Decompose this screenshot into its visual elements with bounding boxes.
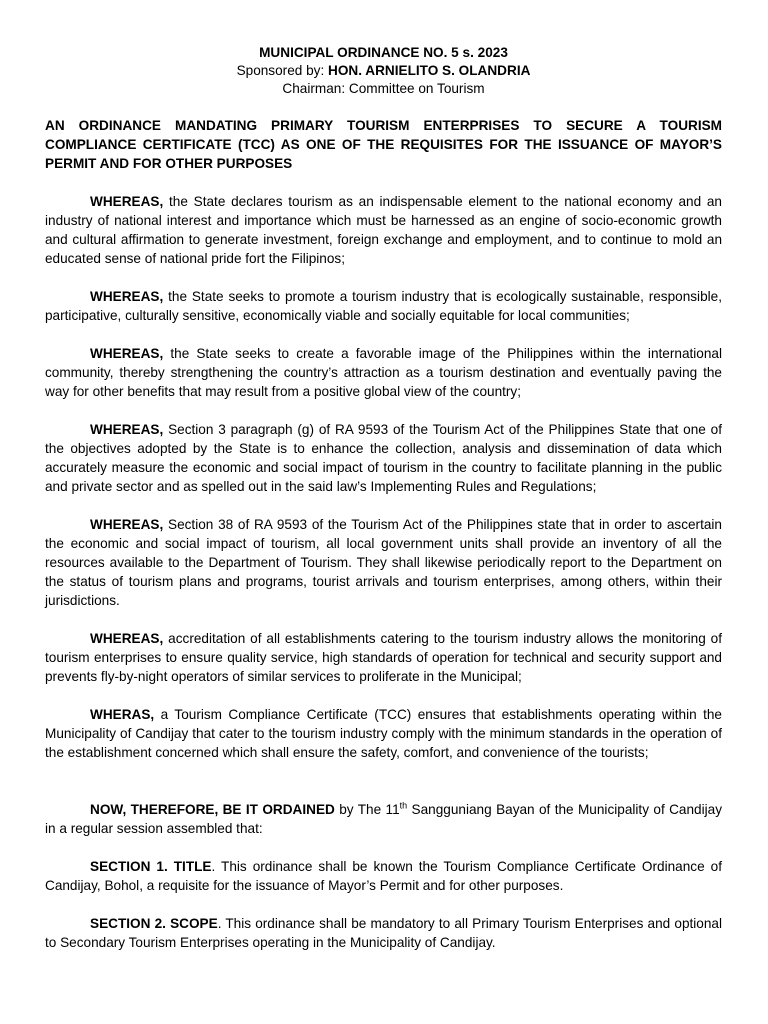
- whereas-text: the State seeks to promote a tourism industry that is ecologically sustainable, responsible, participative, culturally sensitive, economically viable and socially equitable for local communities;: [45, 289, 722, 323]
- whereas-text: accreditation of all establishments catering to the tourism industry allows the monitoring of tourism enterprises to ensure quality service, high standards of operation for technical and security support and prevents fly-by-night operators of similar services to proliferate in the Municipal;: [45, 631, 722, 684]
- whereas-lead: WHEREAS,: [90, 517, 164, 532]
- ordained-text-after: Sangguniang Bayan of the Municipality of Candijay in a regular session assembled that:: [45, 802, 722, 836]
- whereas-clause: [45, 705, 722, 762]
- section-title-clause: [45, 857, 722, 895]
- whereas-clause: [45, 420, 722, 496]
- ordinal-superscript: th: [399, 800, 408, 811]
- whereas-lead: WHEREAS,: [90, 289, 164, 304]
- whereas-lead: WHEREAS,: [90, 194, 164, 209]
- ordained-lead: NOW, THEREFORE, BE IT ORDAINED: [90, 802, 335, 817]
- sponsor-prefix: Sponsored by:: [236, 63, 329, 78]
- section-heading: SECTION 2. SCOPE: [90, 916, 218, 931]
- section-heading: SECTION 1. TITLE: [90, 859, 212, 874]
- ordinance-document: [45, 44, 722, 952]
- section-scope-clause: [45, 914, 722, 952]
- whereas-text: the State seeks to create a favorable image of the Philippines within the international community, thereby strengthening the country’s attraction as a tourism destination and eventually paving the way for other benefits that may result from a positive global view of the country;: [45, 346, 722, 399]
- whereas-clause: [45, 287, 722, 325]
- whereas-text: Section 3 paragraph (g) of RA 9593 of the Tourism Act of the Philippines State that one of the objectives adopted by the State is to enhance the collection, analysis and dissemination of data which accurately measure the economic and social impact of tourism in the country to facilitate planning in the public and private sector and as spelled out in the said law’s Implementing Rules and Regulations;: [45, 422, 722, 494]
- whereas-clause: [45, 344, 722, 401]
- whereas-clause: [45, 192, 722, 268]
- chairman-line: Chairman: Committee on Tourism: [282, 81, 485, 96]
- whereas-lead: WHEREAS,: [90, 346, 164, 361]
- sponsor-name: HON. ARNIELITO S. OLANDRIA: [328, 63, 531, 78]
- whereas-text: Section 38 of RA 9593 of the Tourism Act of the Philippines state that in order to ascertain the economic and social impact of tourism, all local government units shall provide an inventory of all the resources available to the Department of Tourism. They shall likewise periodically report to the Department on the status of tourism plans and programs, tourist arrivals and tourism enterprises, among others, within their jurisdictions.: [45, 517, 722, 608]
- whereas-lead: WHEREAS,: [90, 631, 164, 646]
- sponsor-line: [45, 62, 722, 80]
- whereas-clause: [45, 515, 722, 610]
- whereas-text: a Tourism Compliance Certificate (TCC) ensures that establishments operating within the Municipality of Candijay that cater to the tourism industry comply with the minimum standards in the operation of the establishment concerned which shall ensure the safety, comfort, and convenience of the tourists;: [45, 707, 722, 760]
- ordinance-title: AN ORDINANCE MANDATING PRIMARY TOURISM ENTERPRISES TO SECURE A TOURISM COMPLIANCE CERTIFICATE (TCC) AS ONE OF THE REQUISITES FOR THE ISSUANCE OF MAYOR’S PERMIT AND FOR OTHER PURPOSES: [45, 118, 722, 171]
- whereas-lead: WHERAS,: [90, 707, 155, 722]
- ordained-clause: [45, 800, 722, 838]
- section-text: . This ordinance shall be mandatory to all Primary Tourism Enterprises and optional to Secondary Tourism Enterprises operating in the Municipality of Candijay.: [45, 916, 722, 950]
- whereas-text: the State declares tourism as an indispensable element to the national economy and an industry of national interest and importance which must be harnessed as an engine of socio-economic growth and cultural affirmation to generate investment, foreign exchange and employment, and to continue to mold an educated sense of national pride fort the Filipinos;: [45, 194, 722, 266]
- document-header: [45, 44, 722, 98]
- whereas-lead: WHEREAS,: [90, 422, 164, 437]
- whereas-clause: [45, 629, 722, 686]
- ordained-text-before: by The 11: [334, 802, 400, 817]
- section-text: . This ordinance shall be known the Tourism Compliance Certificate Ordinance of Candijay, Bohol, a requisite for the issuance of Mayor’s Permit and for other purposes.: [45, 859, 722, 893]
- ordinance-number: MUNICIPAL ORDINANCE NO. 5 s. 2023: [259, 45, 508, 60]
